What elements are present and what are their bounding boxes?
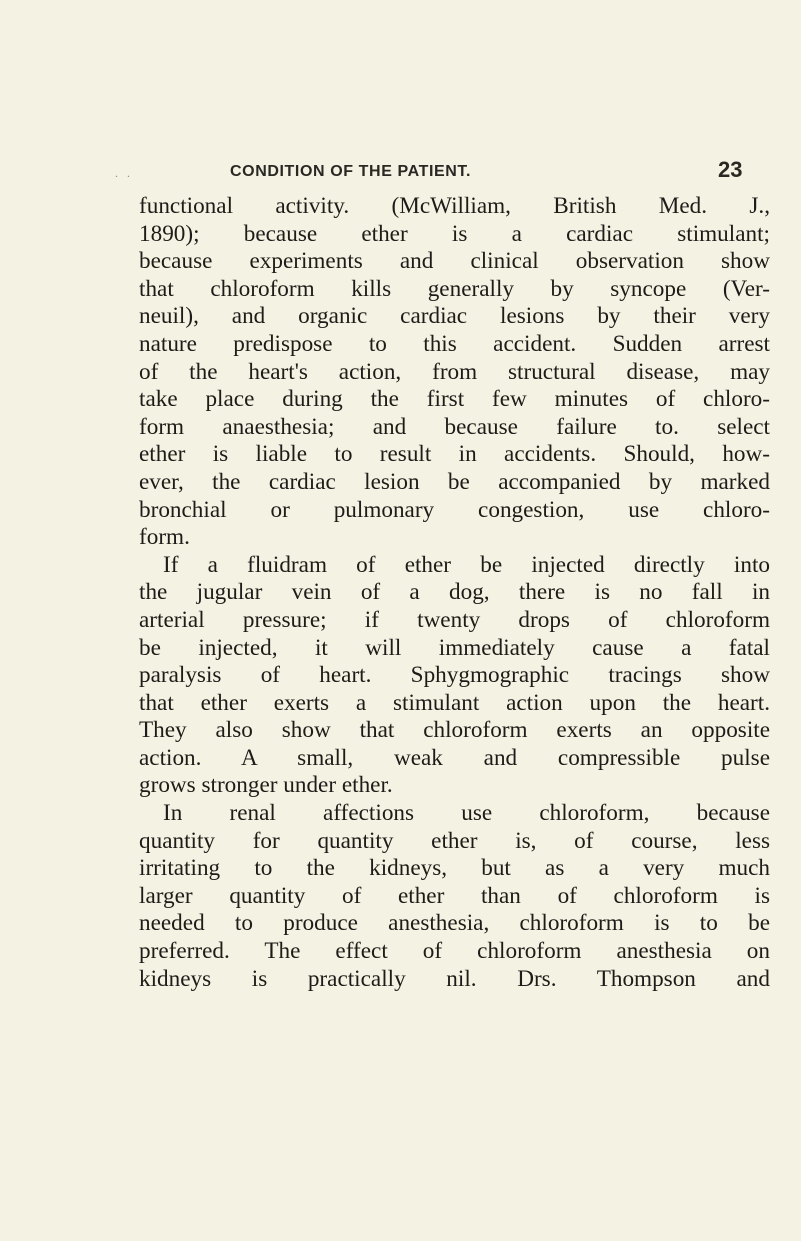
text-line: that ether exerts a stimulant action upon the heart. (139, 689, 770, 716)
text-line: quantity for quantity ether is, of course, less (139, 827, 770, 854)
text-line: of the heart's action, from structural disease, may (139, 358, 770, 385)
text-line: because experiments and clinical observation show (139, 248, 770, 275)
text-line: paralysis of heart. Sphygmographic tracings show (139, 662, 770, 689)
text-line: ever, the cardiac lesion be accompanied by marked (139, 468, 770, 495)
text-line: be injected, it will immediately cause a fatal (139, 634, 770, 661)
text-line: ether is liable to result in accidents. Should, how- (139, 441, 770, 468)
text-line: the jugular vein of a dog, there is no fall in (139, 579, 770, 606)
text-line: form anaesthesia; and because failure to. select (139, 413, 770, 440)
printing-marks: . . (115, 166, 133, 180)
text-line: neuil), and organic cardiac lesions by their very (139, 303, 770, 330)
text-line: They also show that chloroform exerts an opposite (139, 717, 770, 744)
text-line: take place during the first few minutes of chloro- (139, 386, 770, 413)
text-line: preferred. The effect of chloroform anesthesia on (139, 938, 770, 965)
body-text (139, 193, 770, 993)
text-line: that chloroform kills generally by syncope (Ver- (139, 275, 770, 302)
text-line: grows stronger under ether. (139, 772, 393, 799)
text-line: larger quantity of ether than of chloroform is (139, 882, 770, 909)
text-line: form. (139, 524, 190, 551)
text-line: kidneys is practically nil. Drs. Thompson and (139, 965, 770, 992)
text-line: irritating to the kidneys, but as a very much (139, 855, 770, 882)
text-line: nature predispose to this accident. Sudden arrest (139, 330, 770, 357)
text-line: In renal affections use chloroform, because (163, 800, 770, 827)
text-line: action. A small, weak and compressible pulse (139, 744, 770, 771)
page-number: 23 (718, 157, 743, 182)
text-line: arterial pressure; if twenty drops of chloroform (139, 606, 770, 633)
text-line: needed to produce anesthesia, chloroform is to be (139, 910, 770, 937)
text-line: functional activity. (McWilliam, British Med. J., (139, 193, 770, 219)
text-line: bronchial or pulmonary congestion, use chloro- (139, 496, 770, 523)
text-line: If a fluidram of ether be injected directly into (163, 551, 770, 578)
running-head: CONDITION OF THE PATIENT. (230, 163, 472, 180)
text-line: 1890); because ether is a cardiac stimulant; (139, 220, 770, 247)
